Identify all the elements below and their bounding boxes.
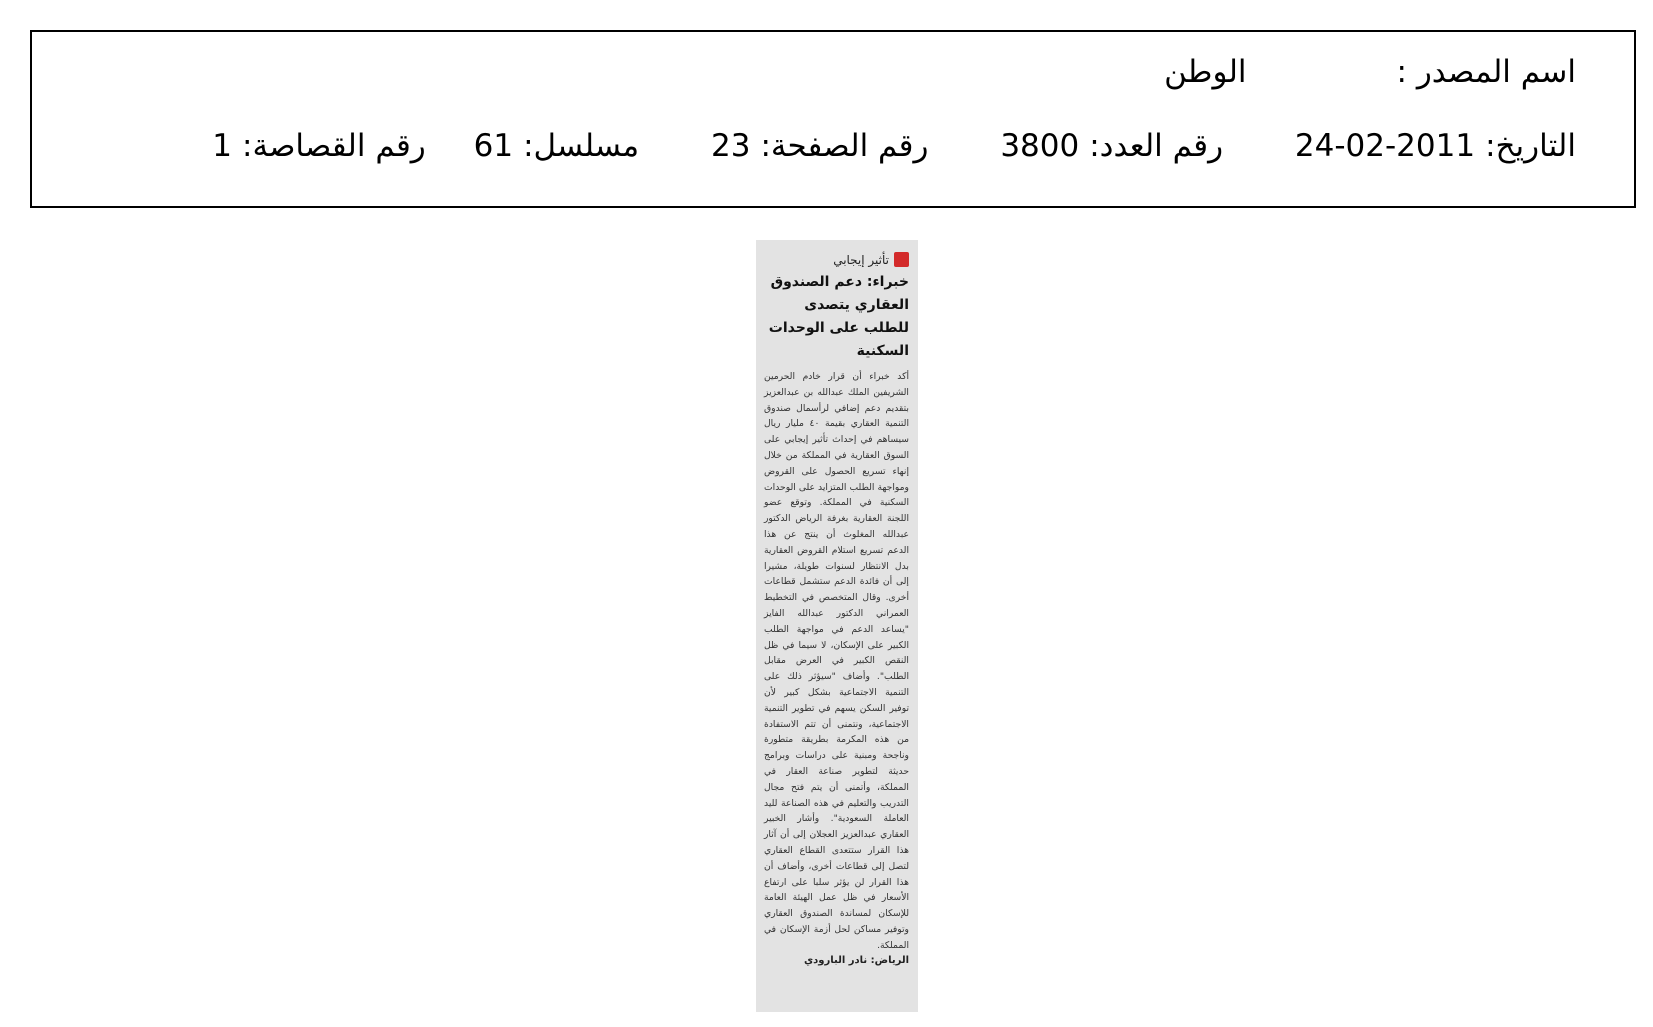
date-label: التاريخ: [1485, 128, 1576, 164]
clip-number-value: 1 [212, 128, 233, 164]
details-row [212, 128, 1576, 164]
source-label: اسم المصدر : [1396, 54, 1576, 90]
issue-label: رقم العدد: [1089, 128, 1224, 164]
article-kicker [764, 252, 909, 267]
newspaper-clipping [756, 240, 918, 1012]
page-value: 23 [711, 128, 751, 164]
source-value: الوطن [1164, 54, 1247, 90]
article-body: أكد خبراء أن قرار خادم الحرمين الشريفين الملك عبدالله بن عبدالعزيز بتقديم دعم إضافي لرأسمال صندوق التنمية العقاري بقيمة ٤٠ مليار ريال سيساهم في إحداث تأثير إيجابي على السوق العقارية في المملكة من خلال إنهاء تسريع الحصول على القروض ومواجهة الطلب المتزايد على الوحدات السكنية في المملكة. وتوقع عضو اللجنة العقارية بغرفة الرياض الدكتور عبدالله المغلوث أن ينتج عن هذا الدعم تسريع استلام القروض العقارية بدل الانتظار لسنوات طويلة، مشيرا إلى أن فائدة الدعم ستشمل قطاعات أخرى. وقال المتخصص في التخطيط العمراني الدكتور عبدالله الفايز "يساعد الدعم في مواجهة الطلب الكبير على الإسكان، لا سيما في ظل النقص الكبير في العرض مقابل الطلب". وأضاف "سيؤثر ذلك على التنمية الاجتماعية بشكل كبير لأن توفير السكن يسهم في تطوير التنمية الاجتماعية، ونتمنى أن تتم الاستفادة من هذه المكرمة بطريقة متطورة وناجحة ومبنية على دراسات وبرامج حديثة لتطوير صناعة العقار في المملكة، وأتمنى أن يتم فتح مجال التدريب والتعليم في هذه الصناعة لليد العاملة السعودية". وأشار الخبير العقاري عبدالعزيز العجلان إلى أن آثار هذا القرار ستتعدى القطاع العقاري لتصل إلى قطاعات أخرى، وأضاف أن هذا القرار لن يؤثر سلبا على ارتفاع الأسعار في ظل عمل الهيئة العامة للإسكان لمساندة الصندوق العقاري وتوفير مساكن لحل أزمة الإسكان في المملكة. [764, 371, 910, 951]
kicker-text: تأثير إيجابي [833, 252, 889, 267]
source-row [1164, 54, 1576, 90]
clipping-metadata-box [30, 30, 1636, 208]
serial-label: مسلسل: [523, 128, 640, 164]
page-label: رقم الصفحة: [760, 128, 929, 164]
red-square-icon [894, 252, 909, 267]
issue-value: 3800 [1000, 128, 1080, 164]
article-byline: الرياض: نادر البارودي [803, 955, 909, 967]
serial-value: 61 [473, 128, 514, 164]
clip-number-label: رقم القصاصة: [242, 128, 426, 164]
date-value: 24-02-2011 [1294, 128, 1476, 164]
article-headline: خبراء: دعم الصندوق العقاري يتصدى للطلب على الوحدات السكنية [768, 274, 909, 359]
